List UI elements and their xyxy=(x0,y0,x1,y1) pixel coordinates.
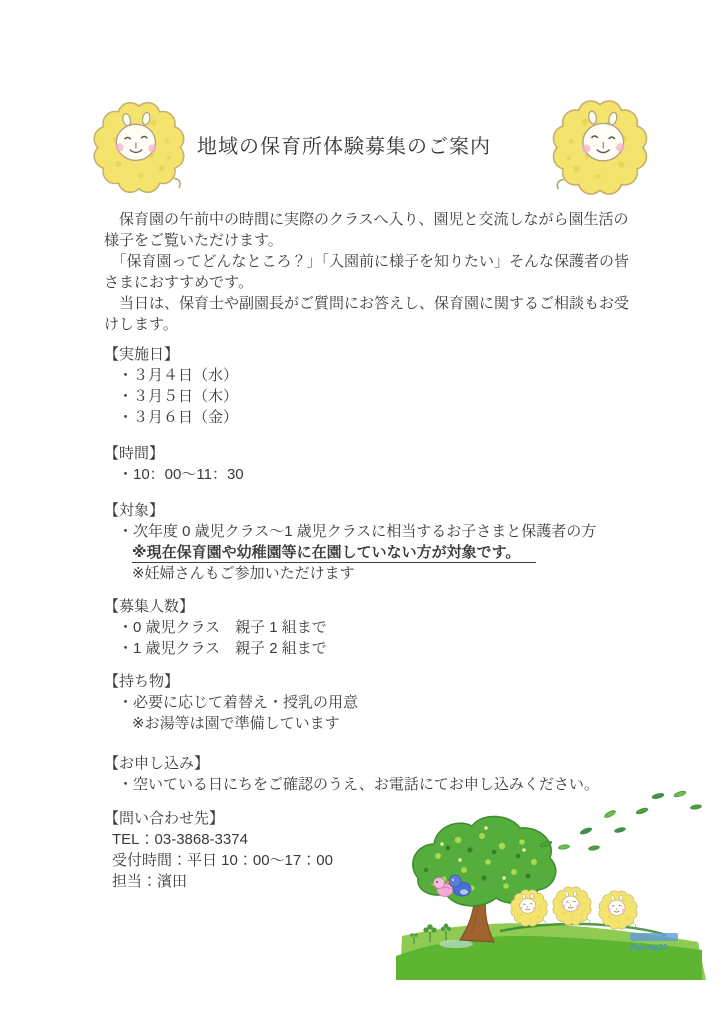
page-title: 地域の保育所体験募集のご案内 xyxy=(197,136,491,158)
section-time xyxy=(104,443,664,485)
target-note-strong: ※現在保育園や幼稚園等に在園していない方が対象です。 xyxy=(132,543,536,563)
contact-hours: 受付時間：平日 10：00～17：00 xyxy=(112,852,333,869)
belongings-bullet: ・必要に応じて着替え・授乳の用意 xyxy=(118,694,359,711)
capacity-item: ・0 歳児クラス 親子 1 組まで xyxy=(118,619,327,636)
section-target-heading: 【対象】 xyxy=(104,502,165,519)
date-item: ・３月５日（木） xyxy=(118,388,239,405)
application-bullet: ・空いている日にちをご確認のうえ、お電話にてお申し込みください。 xyxy=(118,776,599,793)
target-bullet: ・次年度 0 歳児クラス～1 歳児クラスに相当するお子さまと保護者の方 xyxy=(118,523,597,540)
date-item: ・３月６日（金） xyxy=(118,409,239,426)
section-belongings-heading: 【持ち物】 xyxy=(104,673,180,690)
capacity-item: ・1 歳児クラス 親子 2 組まで xyxy=(118,640,327,657)
section-time-heading: 【時間】 xyxy=(104,445,165,462)
section-contact-heading: 【問い合わせ先】 xyxy=(104,810,225,827)
watermark-text: Psalms23 xyxy=(630,943,667,952)
section-target xyxy=(104,500,664,584)
section-application-heading: 【お申し込み】 xyxy=(104,755,210,772)
section-dates-heading: 【実施日】 xyxy=(104,346,180,363)
watermark-stamp xyxy=(630,933,678,941)
contact-person: 担当：濱田 xyxy=(112,873,188,890)
sheep-group xyxy=(511,887,637,929)
intro-paragraph-2: 「保育園ってどんなところ？」「入園前に様子を知りたい」そんな保護者の皆さまにおすすめです。 xyxy=(104,253,630,291)
belongings-note: ※お湯等は園で準備しています xyxy=(132,715,340,732)
footer-illustration xyxy=(396,784,724,980)
intro-paragraph-3: 当日は、保育士や副園長がご質問にお答えし、保育園に関するご相談もお受けします。 xyxy=(104,295,630,333)
section-capacity-heading: 【募集人数】 xyxy=(104,598,195,615)
contact-tel: TEL：03-3868-3374 xyxy=(112,831,248,848)
intro-paragraph-1: 保育園の午前中の時間に実際のクラスへ入り、園児と交流しながら園生活の様子をご覧いただけます。 xyxy=(104,211,629,249)
section-belongings xyxy=(104,671,664,734)
date-item: ・３月４日（水） xyxy=(118,367,239,384)
intro-text xyxy=(104,209,638,335)
section-dates xyxy=(104,344,664,428)
section-capacity xyxy=(104,596,664,659)
time-item: ・10：00～11：30 xyxy=(118,466,244,483)
wind-leaves xyxy=(540,790,702,851)
sheep-illustration-right xyxy=(545,94,655,201)
target-note: ※妊婦さんもご参加いただけます xyxy=(132,565,355,582)
